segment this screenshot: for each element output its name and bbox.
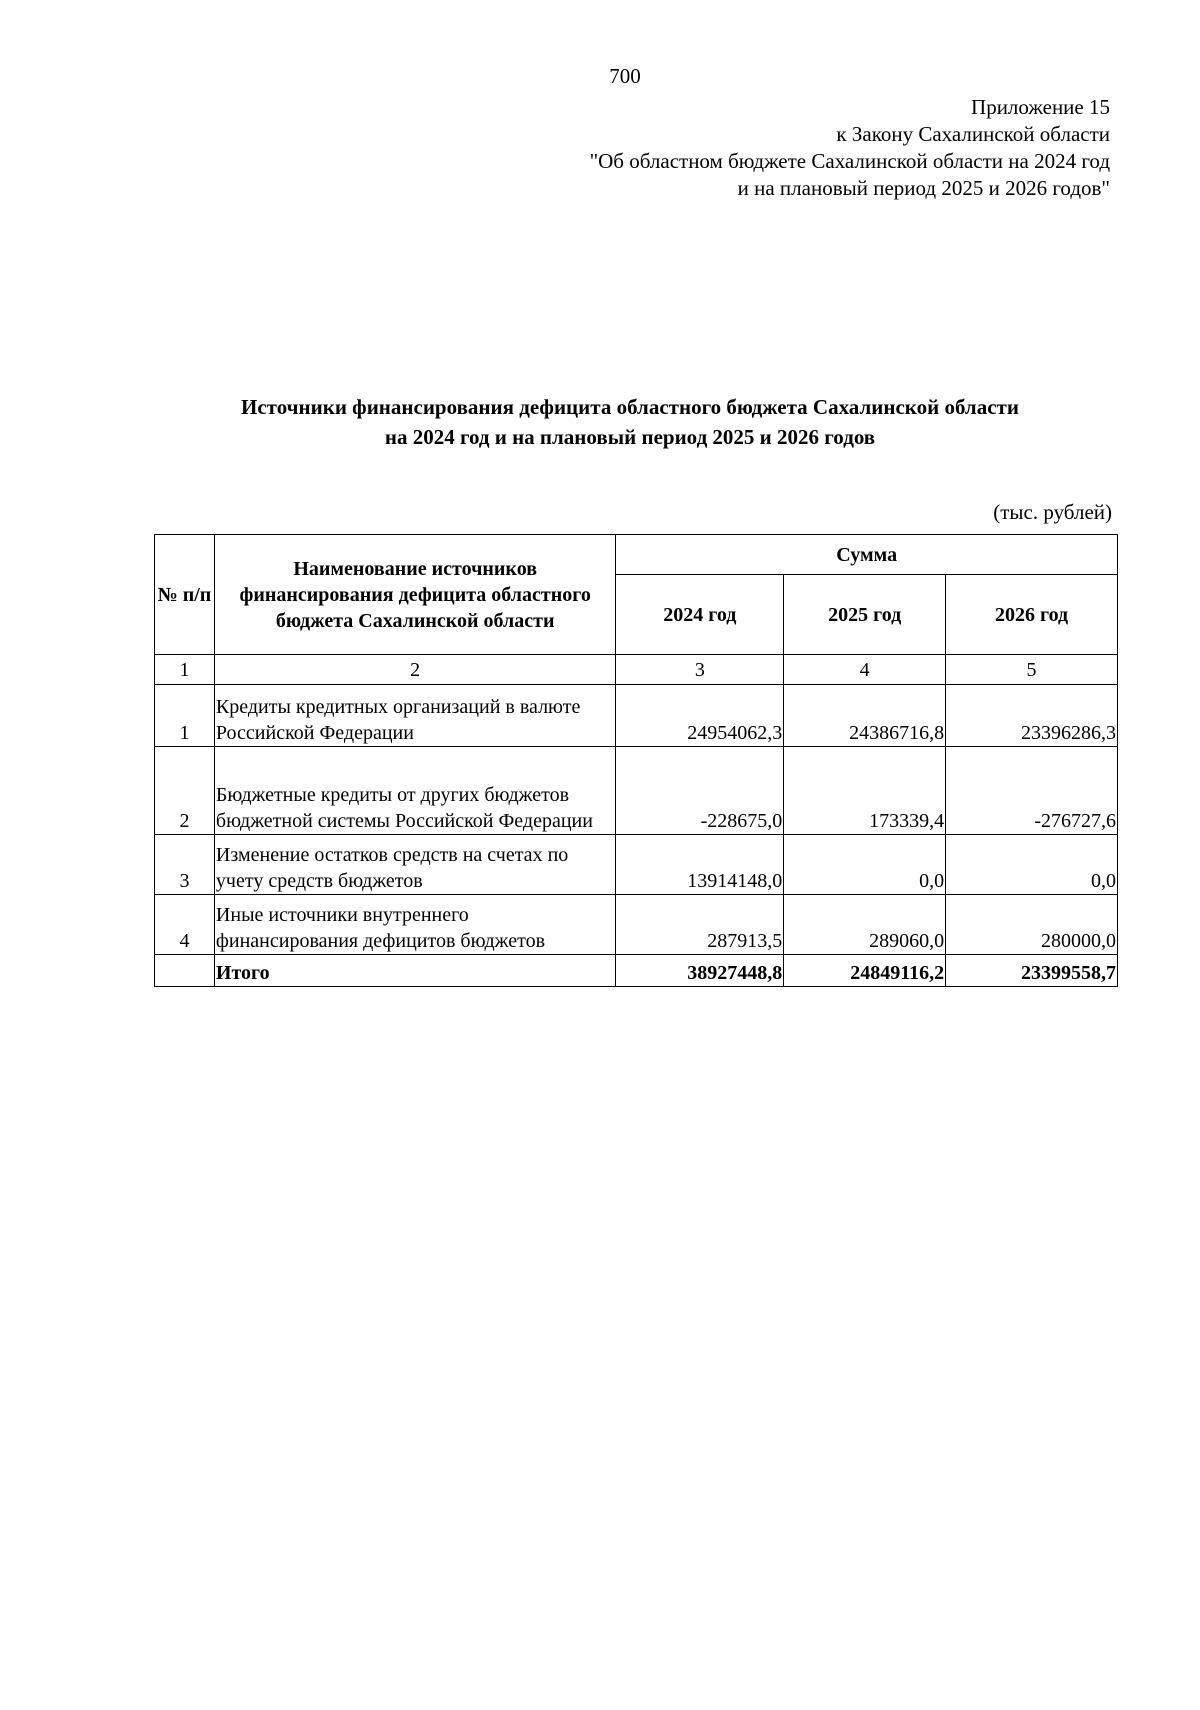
row-value-2026: 280000,0 [946,895,1118,955]
row-name: Кредиты кредитных организаций в валюте Российской Федерации [214,685,615,747]
row-number: 4 [155,895,215,955]
total-value-2024: 38927448,8 [616,955,784,987]
table-row [155,747,1118,835]
total-row [155,955,1118,987]
column-number: 5 [946,655,1118,685]
table-row [155,895,1118,955]
appendix-header [590,94,1110,202]
row-number: 2 [155,747,215,835]
total-label: Итого [214,955,615,987]
appendix-line: Приложение 15 [971,95,1110,119]
header-name: Наименование источников финансирования дефицита областного бюджета Сахалинской области [214,535,615,655]
row-value-2024: 287913,5 [616,895,784,955]
page-number: 700 [609,64,641,88]
title-line: Источники финансирования дефицита областного бюджета Сахалинской области [241,395,1019,419]
row-value-2024: 13914148,0 [616,835,784,895]
row-value-2026: 23396286,3 [946,685,1118,747]
total-value-2025: 24849116,2 [784,955,946,987]
header-2026: 2026 год [946,575,1118,655]
column-number: 4 [784,655,946,685]
row-name: Изменение остатков средств на счетах по учету средств бюджетов [214,835,615,895]
budget-table [154,534,1118,987]
column-number: 2 [214,655,615,685]
total-number-cell [155,955,215,987]
row-value-2025: 24386716,8 [784,685,946,747]
row-number: 1 [155,685,215,747]
row-value-2024: -228675,0 [616,747,784,835]
row-value-2025: 0,0 [784,835,946,895]
row-value-2025: 289060,0 [784,895,946,955]
table-row [155,685,1118,747]
row-number: 3 [155,835,215,895]
table-row [155,835,1118,895]
row-name: Бюджетные кредиты от других бюджетов бюджетной системы Российской Федерации [214,747,615,835]
row-value-2025: 173339,4 [784,747,946,835]
units-label: (тыс. рублей) [993,500,1112,524]
document-title [0,392,1200,452]
column-number: 1 [155,655,215,685]
appendix-line: к Закону Сахалинской области [836,122,1110,146]
appendix-line: и на плановый период 2025 и 2026 годов" [737,176,1110,200]
row-name: Иные источники внутреннего финансирования дефицитов бюджетов [214,895,615,955]
title-line: на 2024 год и на плановый период 2025 и 2026 годов [384,425,876,449]
header-sum: Сумма [616,535,1118,575]
header-number: № п/п [155,535,215,655]
column-number-row [155,655,1118,685]
header-2025: 2025 год [784,575,946,655]
row-value-2026: -276727,6 [946,747,1118,835]
column-number: 3 [616,655,784,685]
header-row [155,535,1118,575]
row-value-2026: 0,0 [946,835,1118,895]
total-value-2026: 23399558,7 [946,955,1118,987]
header-2024: 2024 год [616,575,784,655]
appendix-line: "Об областном бюджете Сахалинской области на 2024 год [589,149,1110,173]
row-value-2024: 24954062,3 [616,685,784,747]
